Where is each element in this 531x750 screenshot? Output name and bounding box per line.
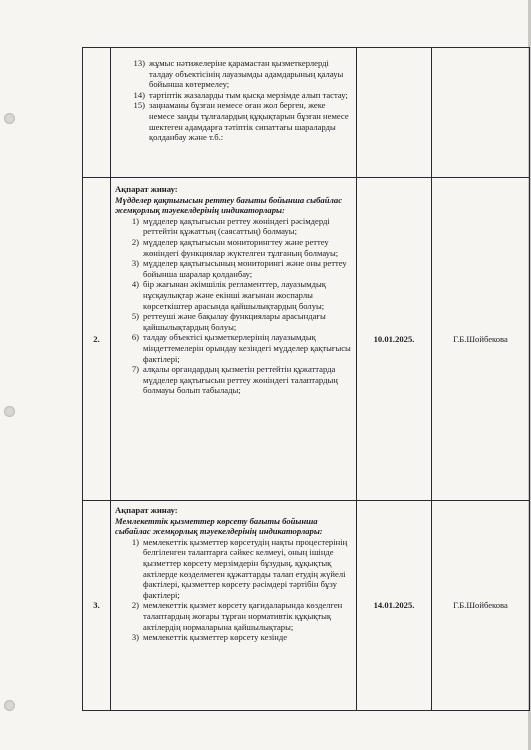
list-item: 7) алқалы органдардың қызметін реттейтін құжаттарда мүдделер қақтығысын реттеу жөніндегі талаптардың болмауы болып табылады; — [131, 364, 338, 396]
punch-hole — [4, 700, 15, 711]
row-responsible: Г.Б.Шойбекова — [432, 178, 530, 501]
table-row — [83, 501, 530, 711]
list-item: 5) реттеуші және бақылау функциялары арасындағы қайшылықтардың болуы; — [131, 311, 326, 332]
list-item: 14) тәртіптік жазаларды тым қысқа мерзімде алып тастау; — [133, 89, 348, 100]
row-number: 2. — [83, 178, 111, 501]
list-item: 3) мүдделер қақтығысының мониторингі және оны реттеу бойынша шаралар қолданбау; — [131, 258, 347, 279]
row-responsible: Г.Б.Шойбекова — [432, 501, 530, 711]
list-item: 1) мемлекеттік қызметтер көрсетудің нақты процестерінің белгіленген талаптарға сәйкес келмеуі, оның ішінде қызметтер көрсету мерзімдерін бұзудың, құқықтық актілерде көзделмеген құжаттарды талап етудің жүйелі фактілері, қызметтер көрсету рәсімдері тәртібін бұзу фактілері; — [131, 536, 348, 600]
info-label: Ақпарат жинау: — [115, 184, 178, 194]
list-item: 1) мүдделер қақтығысын реттеу жөніндегі рәсімдерді реттейтін құжаттың (саясаттың) болмауы; — [131, 215, 330, 237]
row-date: 14.01.2025. — [357, 501, 432, 711]
row-content — [111, 178, 357, 501]
list-item: 4) бір жағынан әкімшілік регламенттер, лауазымдық нұсқаулықтар және екінші жағынан жоспарлы көрсеткіштер арасында қайшылықтардың болуы; — [131, 279, 326, 311]
punch-hole — [4, 113, 15, 124]
row-date — [357, 48, 432, 178]
row-content — [111, 48, 357, 178]
row-number: 3. — [83, 501, 111, 711]
row-content — [111, 501, 357, 711]
row-number — [83, 48, 111, 178]
row-date: 10.01.2025. — [357, 178, 432, 501]
table-row — [83, 178, 530, 501]
list-item: 6) талдау объектісі қызметкерлерінің лауазымдық міндеттемелерін орындау кезіндегі мүдделер қақтығысы фактілері; — [131, 332, 351, 364]
list-item: 2) мемлекеттік қызмет көрсету қағидаларында көзделген талаптардың жоғары тұрған нормативтік құқықтық актілердің нормаларына қайшылықтары; — [131, 600, 343, 632]
list-item: 15) заңнаманы бұзған немесе оған жол берген, жеке немесе заңды тұлғалардың құқықтарын бұзған немесе шектеген адамдарға тәтіптік сипаттағы шараларды қолданбау және т.б.: — [133, 100, 349, 143]
row-responsible — [432, 48, 530, 178]
section-heading: Мүдделер қақтығысын реттеу бағыты бойынша сыбайлас жемқорлық тәуекелдерінің индикаторлары: — [115, 194, 343, 216]
section-heading: Мемлекеттік қызметтер көрсету бағыты бойынша сыбайлас жемқорлық тәуекелдерінің индикаторлары: — [115, 515, 323, 537]
indicator-list — [115, 537, 353, 643]
table-row — [83, 48, 530, 178]
info-label: Ақпарат жинау: — [115, 505, 178, 515]
list-item: 2) мүдделер қақтығысын мониторингтеу және реттеу жөніндегі функциялар жүктелген тұлғаның болмауы; — [131, 236, 339, 258]
plan-table — [82, 47, 530, 711]
punch-hole — [4, 406, 15, 417]
indicator-list — [115, 216, 353, 396]
list-item: 13) жұмыс нәтижелеріне қарамастан қызметкерлерді талдау объектісінің лауазымды адамдарының қалауы бойынша көтермелеу; — [133, 58, 344, 90]
indicator-list — [115, 58, 353, 143]
list-item: 3) мемлекеттік қызметтер көрсету кезінде — [131, 632, 288, 643]
